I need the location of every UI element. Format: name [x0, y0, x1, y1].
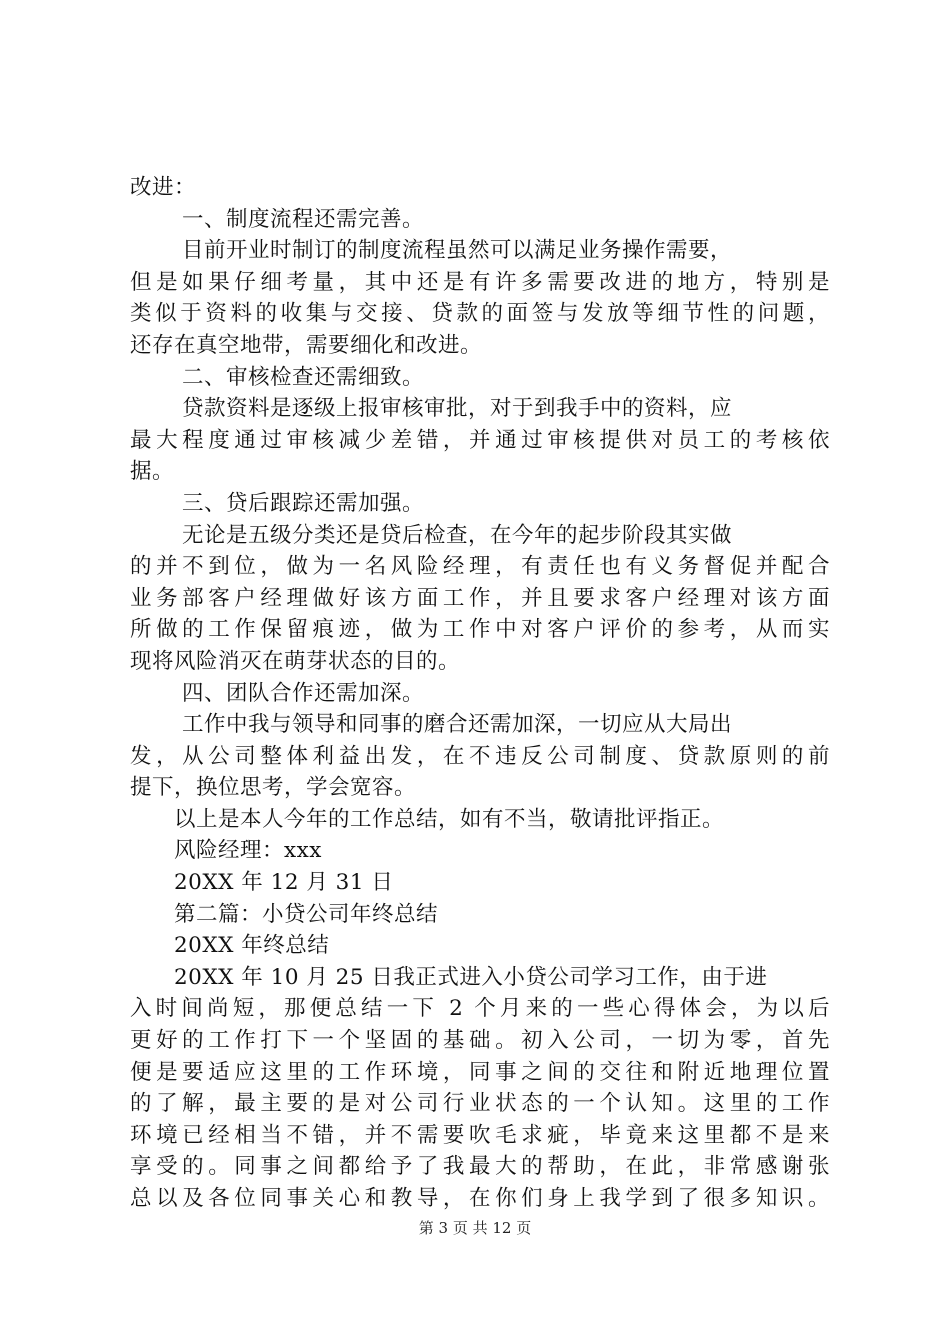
text-line: 四、团队合作还需加深。 [182, 680, 425, 706]
text-line: 便是要适应这里的工作环境，同事之间的交往和附近地理位置 [130, 1059, 830, 1085]
text-line: 20XX 年 12 月 31 日 [174, 870, 394, 896]
text-line: 工作中我与领导和同事的磨合还需加深，一切应从大局出 [182, 712, 733, 738]
text-line: 所做的工作保留痕迹，做为工作中对客户评价的参考，从而实 [130, 617, 830, 643]
text-line: 20XX 年 10 月 25 日我正式进入小贷公司学习工作，由于进 [174, 964, 768, 990]
text-line: 最大程度通过审核减少差错，并通过审核提供对员工的考核依 [130, 427, 830, 453]
text-line: 风险经理：xxx [174, 838, 322, 864]
text-line: 第二篇：小贷公司年终总结 [174, 901, 439, 927]
text-line: 以上是本人今年的工作总结，如有不当，敬请批评指正。 [174, 806, 725, 832]
page-footer: 第 3 页 共 12 页 [418, 1219, 532, 1237]
text-line: 环境已经相当不错，并不需要吹毛求疵，毕竟来这里都不是来 [130, 1122, 830, 1148]
text-line: 提下，换位思考，学会宽容。 [130, 775, 417, 801]
text-line: 的了解，最主要的是对公司行业状态的一个认知。这里的工作 [130, 1091, 830, 1117]
text-line: 业务部客户经理做好该方面工作，并且要求客户经理对该方面 [130, 585, 830, 611]
text-line: 改进： [130, 175, 197, 200]
text-line: 无论是五级分类还是贷后检查，在今年的起步阶段其实做 [182, 522, 733, 548]
text-line: 类似于资料的收集与交接、贷款的面签与发放等细节性的问题， [130, 301, 830, 327]
text-line: 入时间尚短，那便总结一下 2 个月来的一些心得体会，为以后 [130, 996, 830, 1022]
text-line: 还存在真空地带，需要细化和改进。 [130, 332, 483, 358]
text-line: 目前开业时制订的制度流程虽然可以满足业务操作需要， [182, 238, 733, 264]
text-line: 现将风险消灭在萌芽状态的目的。 [130, 648, 461, 674]
text-line: 三、贷后跟踪还需加强。 [182, 490, 425, 516]
document-body [130, 172, 830, 1215]
text-line: 的并不到位，做为一名风险经理，有责任也有义务督促并配合 [130, 554, 830, 580]
text-line: 更好的工作打下一个坚固的基础。初入公司，一切为零，首先 [130, 1028, 830, 1054]
text-line: 发，从公司整体利益出发，在不违反公司制度、贷款原则的前 [130, 743, 830, 769]
text-line: 一、制度流程还需完善。 [182, 206, 425, 232]
text-line: 20XX 年终总结 [174, 933, 330, 959]
text-line: 总以及各位同事关心和教导，在你们身上我学到了很多知识。 [130, 1186, 830, 1211]
text-line: 贷款资料是逐级上报审核审批，对于到我手中的资料，应 [182, 396, 733, 422]
text-line: 二、审核检查还需细致。 [182, 364, 425, 390]
text-line: 据。 [130, 459, 175, 485]
text-line: 但是如果仔细考量，其中还是有许多需要改进的地方，特别是 [130, 269, 830, 295]
text-line: 享受的。同事之间都给予了我最大的帮助，在此，非常感谢张 [130, 1154, 830, 1180]
